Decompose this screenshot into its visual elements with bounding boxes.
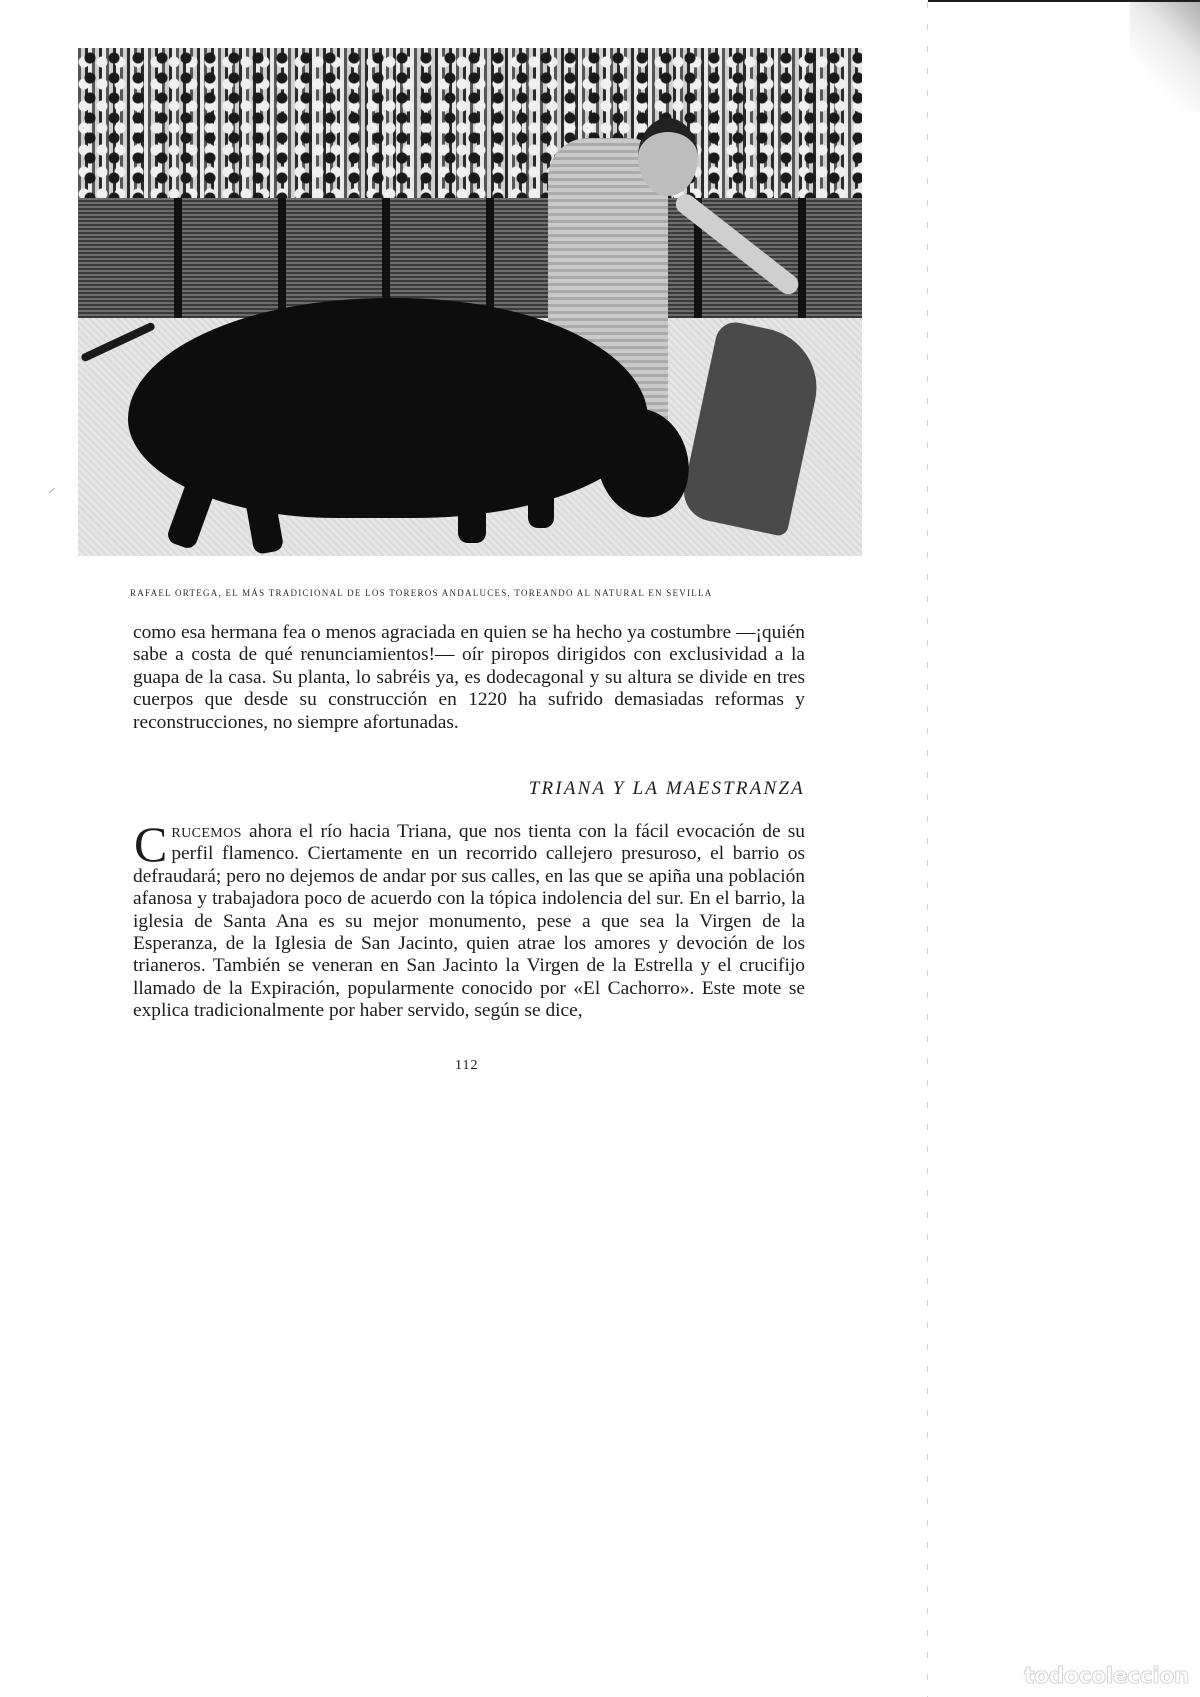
paragraph-2 [133,816,805,1023]
bullfight-photo [78,48,862,556]
section-heading: TRIANA Y LA MAESTRANZA [528,778,805,799]
photo-bull-leg [458,468,486,543]
paragraph-2-text: ahora el río hacia Triana, que nos tienta con la fácil evocación de su perfil flamenco. Ciertamente en un recorrido callejero presuroso, el barrio os defraudará; pero no dejemos de andar por sus calles, en las que se apiña una población afanosa y trabajadora poco de acuerdo con la tópica indolencia del sur. En el barrio, la iglesia de Santa Ana es su mejor monumento, pese a que sea la Virgen de la Esperanza, de la Iglesia de San Jacinto, quien atrae los amores y devoción de los trianeros. También se veneran en San Jacinto la Virgen de la Estrella y el crucifijo llamado de la Expiración, popularmente conocido por «El Cachorro». Este mote se explica tradicionalmente por haber servido, según se dice, [133,821,805,1022]
photo-torero-head [638,118,698,196]
page-edge-right [927,2,928,1697]
page-number: 112 [455,1058,479,1073]
paragraph-1: como esa hermana fea o menos agraciada en quien se ha hecho ya costumbre —¡quién sabe a costa de qué renunciamientos!— oír piropos dirigidos con exclusividad a la guapa de la casa. Su planta, lo sabréis ya, es dodecagonal y su altura se divide en tres cuerpos que desde su construcción en 1220 ha sufrido demasiadas reformas y reconstrucciones, no siempre afortunadas. [133,622,805,733]
stray-mark [49,488,56,494]
corner-shadow [1130,2,1200,112]
photo-crowd [78,48,862,198]
watermark: todocoleccion [1024,1664,1190,1689]
photo-caption: RAFAEL ORTEGA, EL MÁS TRADICIONAL DE LOS TOREROS ANDALUCES, TOREANDO AL NATURAL EN SEVILLA [130,588,713,598]
drop-cap: C [134,816,168,872]
small-caps-lead: rucemos [171,821,242,842]
photo-bull-leg [528,468,554,528]
